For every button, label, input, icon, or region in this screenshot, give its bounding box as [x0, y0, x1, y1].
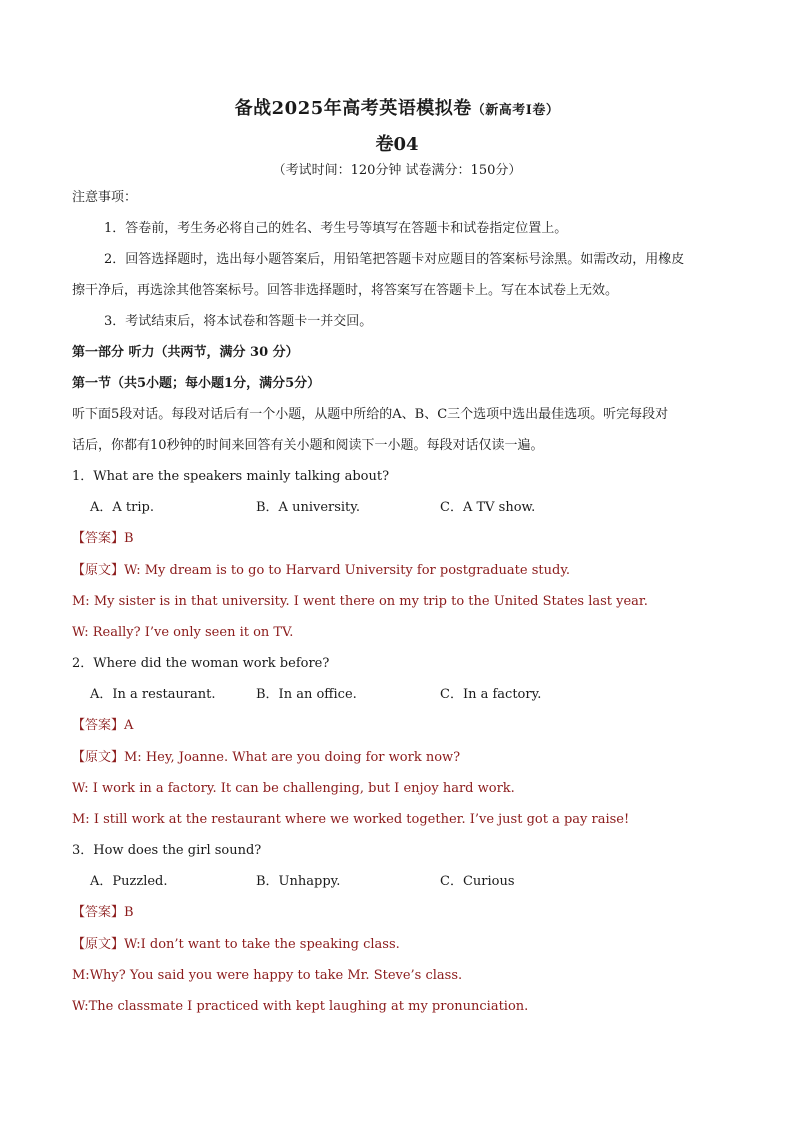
question-2-transcript-line-1: 【原文】M: Hey, Joanne. What are you doing for work now?: [72, 750, 461, 765]
question-3-transcript-line-1: 【原文】W:I don’t want to take the speaking class.: [72, 937, 400, 952]
exam-subtitle: 卷04: [375, 134, 419, 155]
notice-item-2-line-1: 2．回答选择题时，选出每小题答案后，用铅笔把答题卡对应题目的答案标号涂黑。如需改动，用橡皮: [104, 252, 685, 267]
question-2-transcript-line-2: W: I work in a factory. It can be challenging, but I enjoy hard work.: [72, 781, 515, 796]
question-3-transcript-line-3: W:The classmate I practiced with kept laughing at my pronunciation.: [72, 999, 529, 1014]
question-2-option-c: C．In a factory.: [440, 687, 542, 702]
question-1-option-b: B．A university.: [256, 500, 361, 515]
question-1-option-a: A．A trip.: [90, 500, 154, 515]
exam-title: [0, 94, 794, 120]
question-2-option-a: A．In a restaurant.: [90, 687, 216, 702]
instruction-line-1: 听下面5段对话。每段对话后有一个小题，从题中所给的A、B、C三个选项中选出最佳选项。听完每段对: [72, 407, 669, 422]
question-1-transcript-line-3: W: Really? I’ve only seen it on TV.: [72, 625, 294, 640]
question-2-stem: 2．Where did the woman work before?: [72, 656, 330, 671]
notice-heading: 注意事项：: [72, 190, 138, 205]
exam-title-main: 备战2025年高考英语模拟卷: [234, 98, 472, 119]
question-1-transcript-line-2: M: My sister is in that university. I went there on my trip to the United States last year.: [72, 594, 648, 609]
question-3-option-b: B．Unhappy.: [256, 874, 341, 889]
question-1-transcript-line-1: 【原文】W: My dream is to go to Harvard University for postgraduate study.: [72, 563, 571, 578]
question-1-stem: 1．What are the speakers mainly talking about?: [72, 469, 390, 484]
notice-item-2-line-2: 擦干净后，再选涂其他答案标号。回答非选择题时，将答案写在答题卡上。写在本试卷上无效。: [72, 283, 619, 298]
question-3-transcript-line-2: M:Why? You said you were happy to take Mr. Steve’s class.: [72, 968, 463, 983]
question-1-answer: 【答案】B: [72, 531, 134, 546]
question-2-option-b: B．In an office.: [256, 687, 357, 702]
instruction-line-2: 话后，你都有10秒钟的时间来回答有关小题和阅读下一小题。每段对话仅读一遍。: [72, 438, 544, 453]
part1-heading: 第一部分 听力（共两节，满分 30 分）: [72, 345, 299, 360]
notice-item-1: 1．答卷前，考生务必将自己的姓名、考生号等填写在答题卡和试卷指定位置上。: [104, 221, 568, 236]
question-2-transcript-line-3: M: I still work at the restaurant where we worked together. I’ve just got a pay raise!: [72, 812, 630, 827]
question-3-option-a: A．Puzzled.: [90, 874, 168, 889]
exam-time-info: （考试时间：120分钟 试卷满分：150分）: [272, 163, 522, 178]
question-3-option-c: C．Curious: [440, 874, 515, 889]
question-3-stem: 3．How does the girl sound?: [72, 843, 262, 858]
question-3-answer: 【答案】B: [72, 905, 134, 920]
section1-heading: 第一节（共5小题；每小题1分，满分5分）: [72, 376, 321, 391]
exam-title-edition: （新高考Ⅰ卷）: [471, 103, 560, 118]
notice-item-3: 3．考试结束后，将本试卷和答题卡一并交回。: [104, 314, 373, 329]
question-2-answer: 【答案】A: [72, 718, 134, 733]
question-1-option-c: C．A TV show.: [440, 500, 536, 515]
